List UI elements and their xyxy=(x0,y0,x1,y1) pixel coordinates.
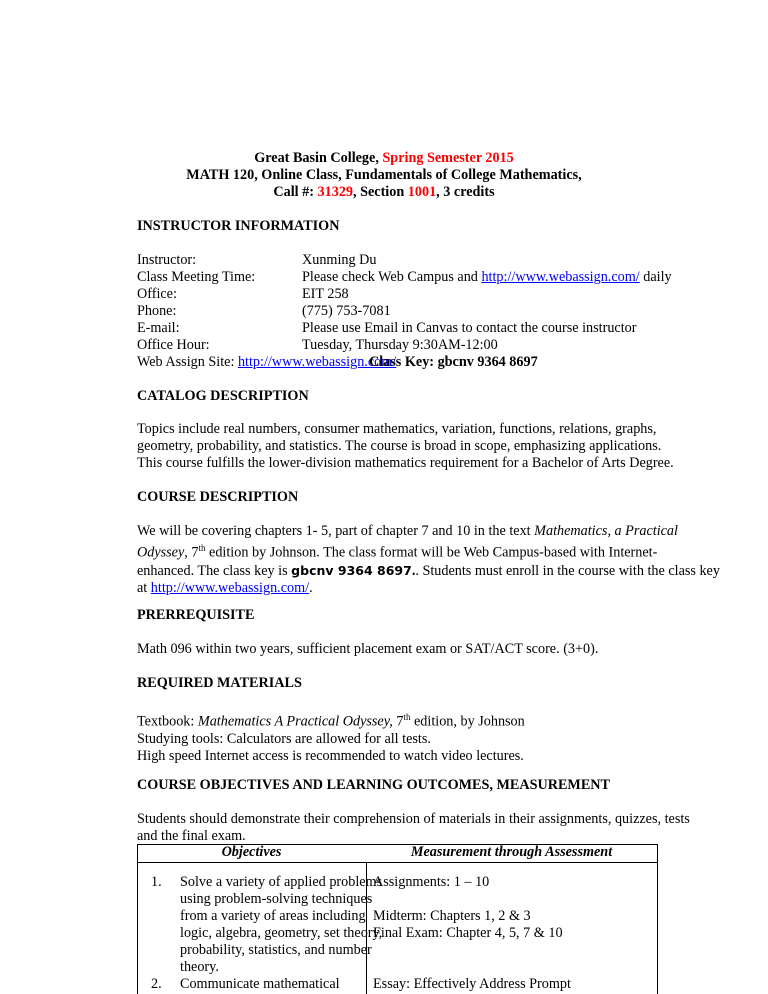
webassign-link[interactable]: http://www.webassign.com/ xyxy=(481,269,640,285)
objectives-intro: Students should demonstrate their comprehension of materials in their assignments, quizzes, tests and the final exam. xyxy=(137,811,690,844)
materials-text: Textbook: Mathematics A Practical Odyssey, 7th edition, by Johnson Studying tools: Calculators are allowed for all tests. High speed Internet access is recommended to watch video lectures. xyxy=(137,712,525,764)
objectives-column-header: Objectives xyxy=(221,844,282,860)
class-key: Class Key: gbcnv 9364 8697 xyxy=(369,354,538,370)
header-line-2: MATH 120, Online Class, Fundamentals of College Mathematics, xyxy=(186,167,582,183)
catalog-heading: CATALOG DESCRIPTION xyxy=(137,388,309,404)
objective-text: Communicate mathematical xyxy=(180,976,340,992)
meeting-time-label: Class Meeting Time: xyxy=(137,269,256,285)
objective-number: 1. xyxy=(151,874,162,890)
office-label: Office: xyxy=(137,286,177,302)
instructor-heading: INSTRUCTOR INFORMATION xyxy=(137,218,340,234)
webassign-site-link[interactable]: http://www.webassign.com/ xyxy=(237,354,397,370)
course-description-heading: COURSE DESCRIPTION xyxy=(137,489,299,505)
email-label: E-mail: xyxy=(137,320,180,336)
webassign-site: Web Assign Site: http://www.webassign.com/ xyxy=(137,354,397,370)
measurement-text: Essay: Effectively Address Prompt xyxy=(373,976,571,992)
phone-value: (775) 753-7081 xyxy=(302,303,391,319)
catalog-text: Topics include real numbers, consumer mathematics, variation, functions, relations, graphs, geometry, probability, and statistics. The course is broad in scope, emphasizing applications. This course fulfills the lower-division mathematics requirement for a Bachelor of Arts Degree. xyxy=(137,421,674,471)
prerequisite-heading: PRERREQUISITE xyxy=(137,607,255,623)
webassign-enroll-link[interactable]: http://www.webassign.com/ xyxy=(150,579,310,596)
office-hour-label: Office Hour: xyxy=(137,337,210,353)
course-description-text: We will be covering chapters 1- 5, part of chapter 7 and 10 in the text Mathematics, a Practical Odyssey, 7th edition by Johnson. The class format will be Web Campus-based with Internet- enhanced. The class key is gbcnv 9364 8697.. Students must enroll in the course with the class key at http://www.webassign.com/. xyxy=(137,523,720,596)
header-line-3: Call #: 31329, Section 1001, 3 credits xyxy=(273,184,495,200)
measurement-column-header: Measurement through Assessment xyxy=(410,844,613,860)
measurement-text: Assignments: 1 – 10 Midterm: Chapters 1, 2 & 3 Final Exam: Chapter 4, 5, 7 & 10 xyxy=(373,874,563,941)
instructor-value: Xunming Du xyxy=(302,252,377,268)
objectives-heading: COURSE OBJECTIVES AND LEARNING OUTCOMES, MEASUREMENT xyxy=(137,777,610,793)
office-value: EIT 258 xyxy=(302,286,349,302)
section-number: 1001 xyxy=(407,184,437,200)
objective-number: 2. xyxy=(151,976,162,992)
materials-heading: REQUIRED MATERIALS xyxy=(137,675,302,691)
call-number: 31329 xyxy=(317,184,353,200)
prerequisite-text: Math 096 within two years, sufficient placement exam or SAT/ACT score. (3+0). xyxy=(137,641,599,657)
objective-text: Solve a variety of applied problems using problem-solving techniques from a variety of areas including logic, algebra, geometry, set theory, probability, statistics, and number theory. xyxy=(180,874,383,975)
header-line-1: Great Basin College, Spring Semester 2015 xyxy=(254,150,514,166)
semester: Spring Semester 2015 xyxy=(382,150,514,166)
instructor-label: Instructor: xyxy=(137,252,197,268)
phone-label: Phone: xyxy=(137,303,177,319)
email-value: Please use Email in Canvas to contact the course instructor xyxy=(302,320,637,336)
meeting-time-value: Please check Web Campus and http://www.webassign.com/ daily xyxy=(302,269,672,285)
objectives-table xyxy=(137,844,658,994)
office-hour-value: Tuesday, Thursday 9:30AM-12:00 xyxy=(302,337,498,353)
